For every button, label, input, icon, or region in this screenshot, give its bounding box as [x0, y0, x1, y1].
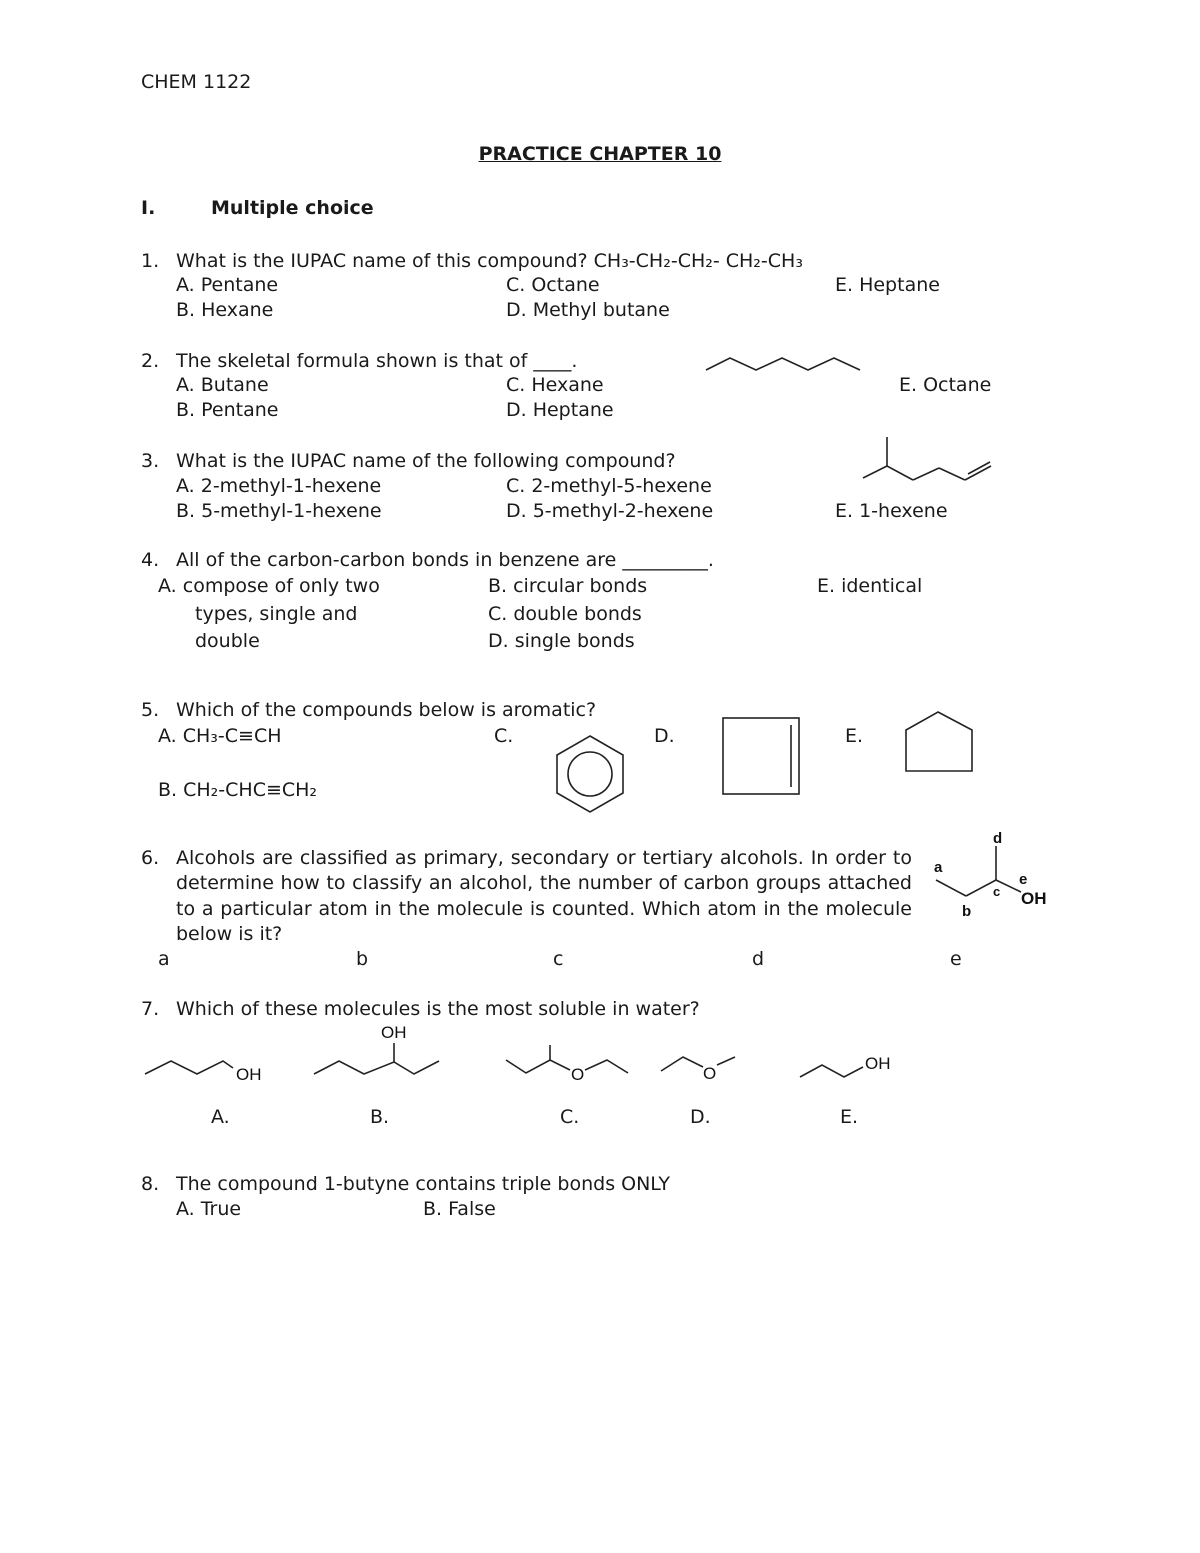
q4-option-a-line2: types, single and — [195, 603, 358, 625]
q7-molecule-e — [795, 1045, 905, 1090]
q4-text: All of the carbon-carbon bonds in benzene are _________. — [176, 549, 714, 571]
q3-option-b: B. 5-methyl-1-hexene — [176, 500, 382, 522]
q7-molecule-c — [500, 1040, 640, 1090]
q5-option-a: A. CH₃-C≡CH — [158, 725, 282, 747]
q4-number: 4. — [141, 549, 160, 571]
q3-option-e: E. 1-hexene — [835, 500, 948, 522]
q6-figure-oh: OH — [1021, 889, 1047, 908]
q3-option-d: D. 5-methyl-2-hexene — [506, 500, 714, 522]
q6-option-e: e — [950, 948, 962, 970]
q4-option-e: E. identical — [817, 575, 923, 597]
q7-molecule-b — [308, 1020, 448, 1090]
q3-text: What is the IUPAC name of the following compound? — [176, 450, 676, 472]
q7-text: Which of these molecules is the most soluble in water? — [176, 998, 700, 1020]
q7-label-d: D. — [690, 1106, 711, 1128]
q5-benzene-structure — [552, 732, 628, 816]
q5-text: Which of the compounds below is aromatic? — [176, 699, 597, 721]
q2-option-e: E. Octane — [899, 374, 992, 396]
q7-molecule-d — [655, 1045, 745, 1090]
q4-option-d: D. single bonds — [488, 630, 635, 652]
q7-atom-o-c: O — [571, 1065, 585, 1084]
q6-figure-label-d: d — [993, 830, 1003, 847]
q2-option-b: B. Pentane — [176, 399, 279, 421]
q6-figure-label-b: b — [962, 903, 972, 920]
q7-label-c: C. — [560, 1106, 580, 1128]
q6-option-a: a — [158, 948, 170, 970]
q5-option-d: D. — [654, 725, 675, 747]
q1-option-d: D. Methyl butane — [506, 299, 670, 321]
q1-option-b: B. Hexane — [176, 299, 274, 321]
page-title — [0, 145, 1200, 164]
q1-option-e: E. Heptane — [835, 274, 940, 296]
q7-label-e: E. — [840, 1106, 859, 1128]
q5-number: 5. — [141, 699, 160, 721]
q6-text: Alcohols are classified as primary, secondary or tertiary alcohols. In order to determine how to classify an alcohol, the number of carbon groups attached to a particular atom in the molecule is counted. Which atom in the molecule below is it? — [176, 847, 912, 945]
q6-number: 6. — [141, 847, 160, 869]
q6-alcohol-structure — [926, 826, 1056, 920]
q5-option-c: C. — [494, 725, 514, 747]
section-number: I. — [141, 197, 156, 219]
q7-atom-oh-e: OH — [865, 1054, 891, 1073]
q7-number: 7. — [141, 998, 160, 1020]
q8-number: 8. — [141, 1173, 160, 1195]
q4-option-a-line3: double — [195, 630, 260, 652]
q6-option-b: b — [356, 948, 369, 970]
q7-atom-oh-a: OH — [236, 1065, 262, 1084]
q2-option-c: C. Hexane — [506, 374, 604, 396]
q3-alkene-structure — [858, 432, 998, 488]
q3-option-a: A. 2-methyl-1-hexene — [176, 475, 382, 497]
q1-number: 1. — [141, 250, 160, 272]
q5-cyclobutene-structure — [720, 715, 802, 797]
course-header: CHEM 1122 — [141, 71, 252, 93]
q8-option-b: B. False — [423, 1198, 496, 1220]
q6-option-d: d — [752, 948, 765, 970]
q4-option-a: A. compose of only two — [158, 575, 380, 597]
q1-option-a: A. Pentane — [176, 274, 279, 296]
q4-option-c: C. double bonds — [488, 603, 642, 625]
q6-figure-label-c: c — [993, 884, 1001, 899]
q2-text: The skeletal formula shown is that of ____. — [176, 350, 578, 372]
q6-option-c: c — [553, 948, 564, 970]
q3-option-c: C. 2-methyl-5-hexene — [506, 475, 712, 497]
page-title-text: PRACTICE CHAPTER 10 — [478, 143, 722, 165]
q2-option-a: A. Butane — [176, 374, 269, 396]
q7-label-b: B. — [370, 1106, 390, 1128]
q4-option-b: B. circular bonds — [488, 575, 648, 597]
q7-label-a: A. — [211, 1106, 230, 1128]
q1-option-c: C. Octane — [506, 274, 600, 296]
q7-atom-oh-b: OH — [381, 1023, 407, 1042]
section-title: Multiple choice — [211, 197, 374, 219]
q2-skeletal-formula — [700, 350, 870, 380]
q6-figure-label-e: e — [1019, 871, 1028, 888]
q2-option-d: D. Heptane — [506, 399, 614, 421]
q3-number: 3. — [141, 450, 160, 472]
q7-atom-o-d: O — [703, 1064, 717, 1083]
q6-figure-label-a: a — [934, 859, 943, 876]
q1-text: What is the IUPAC name of this compound? CH₃-CH₂-CH₂- CH₂-CH₃ — [176, 250, 803, 272]
q5-option-e: E. — [845, 725, 864, 747]
q2-number: 2. — [141, 350, 160, 372]
q7-molecule-a — [140, 1040, 280, 1090]
q8-option-a: A. True — [176, 1198, 242, 1220]
q8-text: The compound 1-butyne contains triple bonds ONLY — [176, 1173, 670, 1195]
q5-option-b: B. CH₂-CHC≡CH₂ — [158, 779, 318, 801]
q5-cyclopentane-structure — [900, 708, 980, 776]
